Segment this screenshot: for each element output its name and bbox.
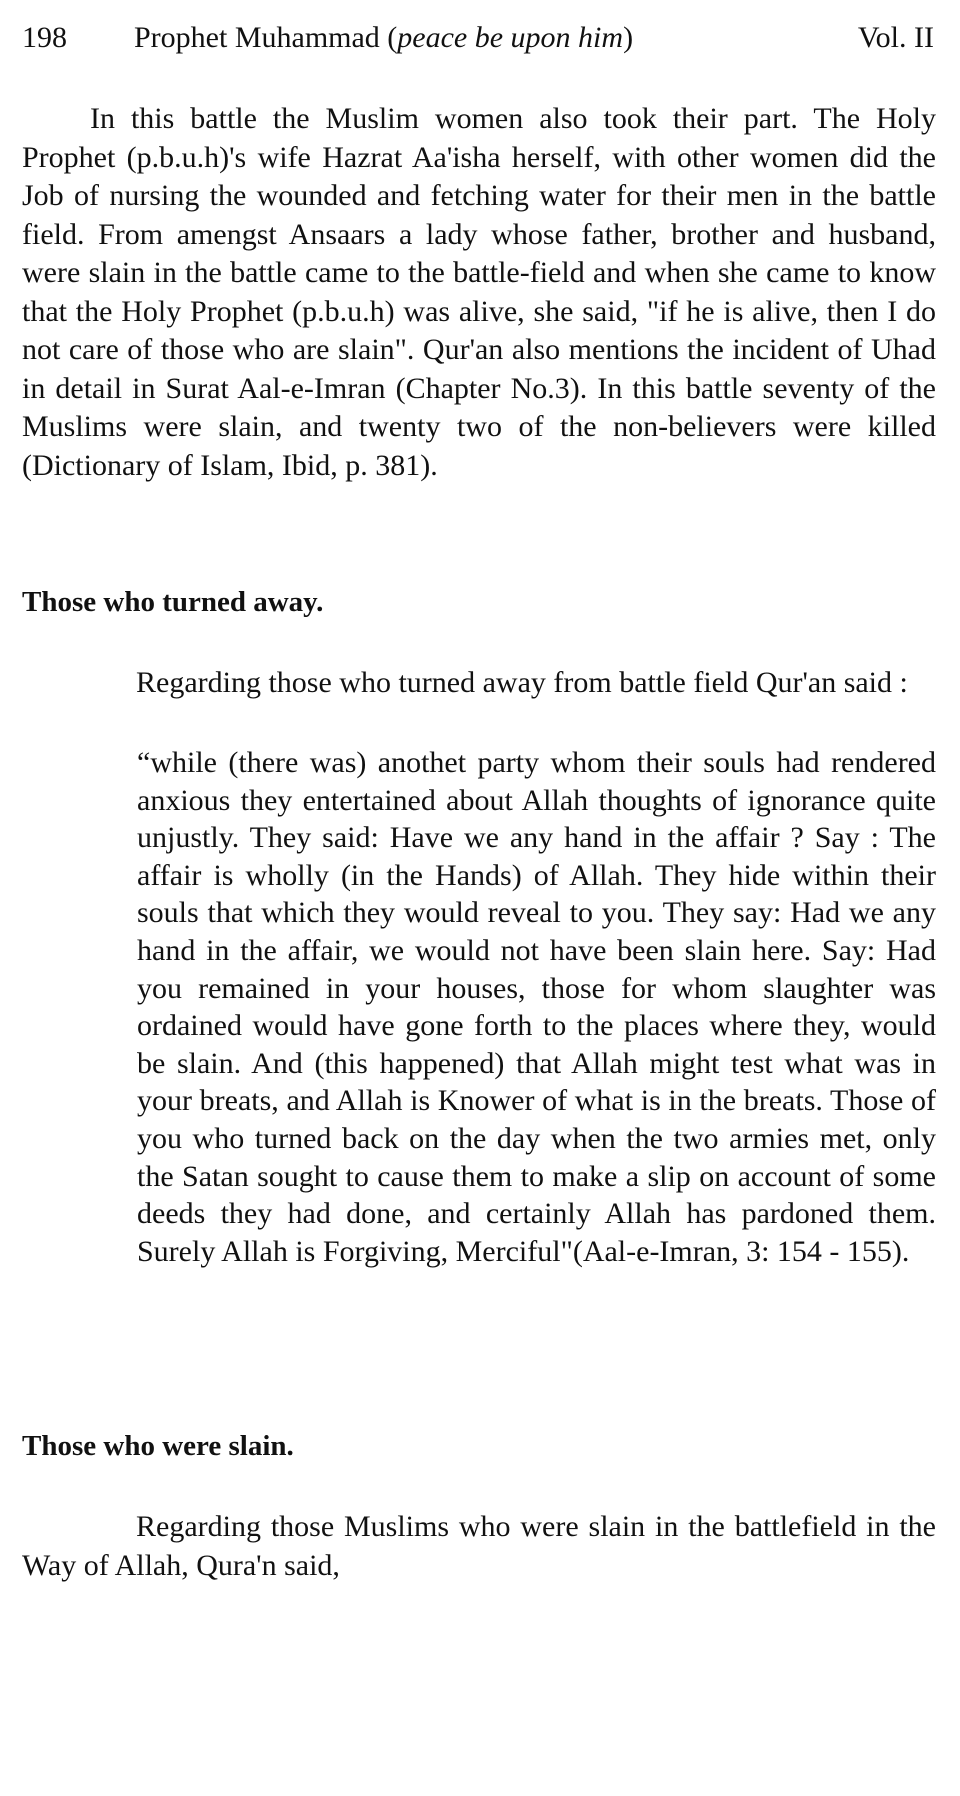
heading-slain: Those who were slain. bbox=[22, 1430, 294, 1462]
book-title-suffix: ) bbox=[623, 21, 634, 54]
book-title-italic: peace be upon him bbox=[397, 21, 624, 54]
page-number: 198 bbox=[22, 21, 67, 54]
volume-label: Vol. II bbox=[857, 21, 934, 54]
heading-turned-away: Those who turned away. bbox=[22, 586, 324, 618]
quote-aal-e-imran: “while (there was) anothet party whom their souls had rendered anxious they entertained about Allah thoughts of ignorance quite unjustly. They said: Have we any hand in the affair ? Say : The affair is wholly (in the Hands) of Allah. They hide within their souls that which they would reveal to you. They say: Had we any hand in the affair, we would not have been slain here. Say: Had you remained in your houses, those for whom slaughter was ordained would have gone forth to the places where they, would be slain. And (this happened) that Allah might test what was in your breats, and Allah is Knower of what is in the breats. Those of you who turned back on the day when the two armies met, only the Satan sought to cause them to make a slip on account of some deeds they had done, and certainly Allah has pardoned them. Surely Allah is Forgiving, Merciful"(Aal-e-Imran, 3: 154 - 155). bbox=[137, 746, 936, 1268]
book-title-prefix: Prophet Muhammad ( bbox=[134, 21, 398, 54]
running-head bbox=[22, 18, 934, 58]
paragraph-turned-away-intro: Regarding those who turned away from battle field Qur'an said : bbox=[136, 666, 908, 699]
paragraph-battle-women: In this battle the Muslim women also took their part. The Holy Prophet (p.b.u.h)'s wife Hazrat Aa'isha herself, with other women did the Job of nursing the wounded and fetching water for their men in the battle field. From amengst Ansaars a lady whose father, brother and husband, were slain in the battle came to the battle-field and when she came to know that the Holy Prophet (p.b.u.h) was alive, she said, "if he is alive, then I do not care of those who are slain". Qur'an also mentions the incident of Uhad in detail in Surat Aal-e-Imran (Chapter No.3). In this battle seventy of the Muslims were slain, and twenty two of the non-believers were killed (Dictionary of Islam, Ibid, p. 381). bbox=[22, 102, 936, 482]
book-title bbox=[134, 18, 633, 58]
paragraph-slain-intro: Regarding those Muslims who were slain in the battlefield in the Way of Allah, Qura'n said, bbox=[22, 1510, 936, 1582]
